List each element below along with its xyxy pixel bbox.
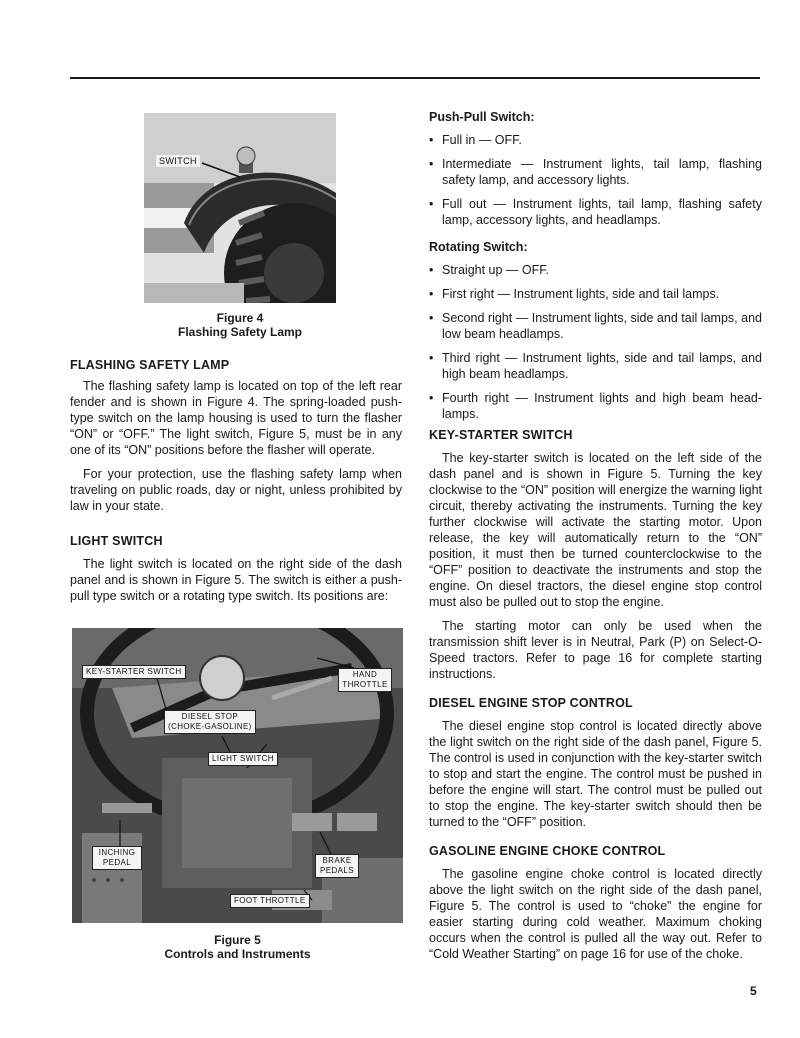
left-column — [70, 358, 402, 604]
rotating-heading: Rotating Switch: — [429, 240, 528, 254]
inching-pedal-text: INCHING PEDAL — [98, 848, 136, 867]
rotating-item: • Second right — Instrument lights, side and tail lamps, and low beam headlamps. — [429, 310, 762, 342]
figure-5-title: Controls and Instruments — [164, 947, 311, 961]
push-pull-item: • Full in — OFF. — [429, 132, 762, 148]
light-switch-paragraph: The light switch is located on the right side of the dash panel and is shown in Figure 5. The switch is either a push-pull type switch or a rotating type switch. Its positions are: — [70, 557, 402, 603]
flashing-heading: FLASHING SAFETY LAMP — [70, 358, 230, 372]
figure-5-number: Figure 5 — [214, 933, 261, 947]
tractor-fender-image — [144, 113, 336, 303]
rotating-item: • Third right — Instrument lights, side and tail lamps, and high beam headlamps. — [429, 350, 762, 382]
key-starter-label: KEY-STARTER SWITCH — [82, 665, 186, 679]
figure-5-photo — [72, 628, 403, 923]
diesel-stop-heading: DIESEL ENGINE STOP CONTROL — [429, 696, 633, 710]
page-number: 5 — [750, 984, 757, 998]
light-switch-heading: LIGHT SWITCH — [70, 534, 163, 548]
rotating-item: • First right — Instrument lights, side and tail lamps. — [429, 286, 762, 302]
flashing-paragraph-2: For your protection, use the flashing safety lamp when traveling on public roads, day or night, unless prohibited by law in your state. — [70, 467, 402, 513]
push-pull-item: • Intermediate — Instrument lights, tail lamp, flashing safety lamp, and accessory lights. — [429, 156, 762, 188]
flashing-paragraph-1: The flashing safety lamp is located on top of the left rear fender and is shown in Figure 4. The spring-loaded push-type switch on the lamp housing is used to turn the flasher “ON” or “OFF.” The light switch, Figure 5, must be in any one of its “ON” positions before the flasher will operate. — [70, 379, 402, 457]
push-pull-heading: Push-Pull Switch: — [429, 110, 535, 124]
key-starter-paragraph-2: The starting motor can only be used when the transmission shift lever is in Neutral, Park (P) on Select-O-Speed tractors. Refer to page 16 for complete starting instructions. — [429, 619, 762, 681]
diesel-stop-text: DIESEL STOP — [181, 712, 239, 721]
figure-5-caption — [72, 933, 403, 961]
header-rule — [70, 77, 760, 79]
rotating-list — [429, 262, 762, 422]
rotating-item: • Fourth right — Instrument lights and high beam head-lamps. — [429, 390, 762, 422]
brake-pedals-label — [315, 854, 359, 878]
switch-callout: SWITCH — [156, 155, 200, 167]
inching-pedal-label — [92, 846, 142, 870]
right-column — [429, 110, 762, 962]
light-switch-label: LIGHT SWITCH — [208, 752, 278, 766]
key-starter-paragraph-1: The key-starter switch is located on the left side of the dash panel and is shown in Figure 5. Turning the key clockwise to the “ON” position will energize the warning light circuit, thereby activating the instruments. Turning the key further clockwise will activate the starting motor. Upon release, the key will automatically return to the “ON” position, it must then be turned counterclockwise to the “OFF” position to deactivate the instruments and stop the engine. On diesel tractors, the diesel engine stop control must also be pulled out to stop the engine. — [429, 451, 762, 609]
push-pull-item: • Full out — Instrument lights, tail lamp, flashing safety lamp, accessory lights, and headlamps. — [429, 196, 762, 228]
hand-throttle-label — [338, 668, 392, 692]
choke-paragraph: The gasoline engine choke control is located directly above the light switch on the right side of the dash panel, Figure 5. The control is used to “choke” the engine for easier starting during cold weather. Maximum choking occurs when the control is pulled all the way out. Refer to “Cold Weather Starting” on page 16 for use of the choke. — [429, 867, 762, 961]
hand-throttle-text: HAND THROTTLE — [342, 670, 388, 689]
figure-4-title: Flashing Safety Lamp — [177, 325, 303, 339]
diesel-stop-paragraph: The diesel engine stop control is located directly above the light switch on the right side of the dash panel, Figure 5. The control is used in conjunction with the key-starter switch to stop and start the engine. The control must be pushed in before the engine will start. The control must be pulled out to stop the engine. The key-starter switch should then be turned to the “OFF” position. — [429, 719, 762, 829]
foot-throttle-label: FOOT THROTTLE — [230, 894, 310, 908]
brake-pedals-text: BRAKE PEDALS — [320, 856, 354, 875]
key-starter-heading: KEY-STARTER SWITCH — [429, 428, 573, 442]
rotating-item: • Straight up — OFF. — [429, 262, 762, 278]
diesel-stop-label — [164, 710, 256, 734]
push-pull-list — [429, 132, 762, 228]
figure-4-caption — [144, 311, 336, 339]
figure-4-number: Figure 4 — [216, 311, 264, 325]
diesel-stop-subtext: (CHOKE-GASOLINE) — [168, 722, 252, 731]
figure-4-photo — [144, 113, 336, 303]
choke-heading: GASOLINE ENGINE CHOKE CONTROL — [429, 844, 666, 858]
